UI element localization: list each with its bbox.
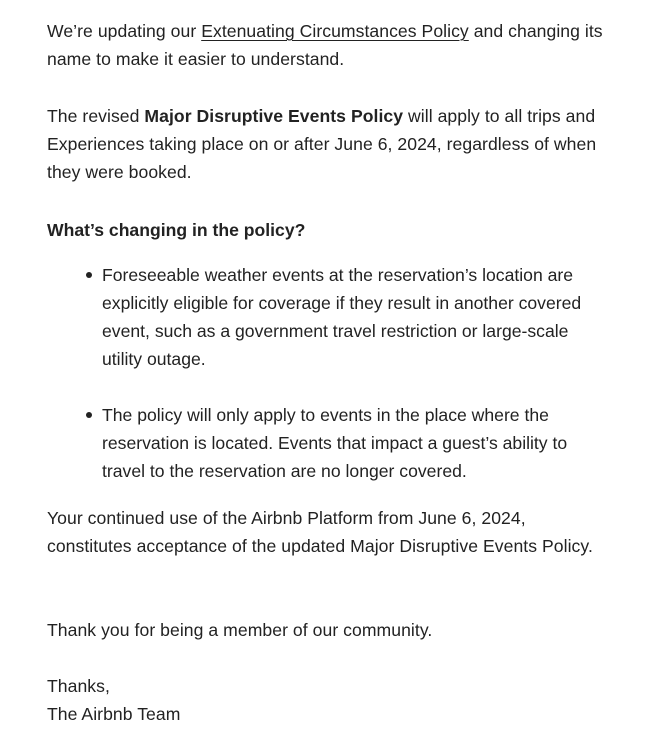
intro-text-before: We’re updating our <box>47 21 202 41</box>
revised-text-before: The revised <box>47 106 145 126</box>
list-item-text: Foreseeable weather events at the reservation’s location are explicitly eligible for coverage if they result in another covered event, such as a government travel restriction or large-scale utility outage. <box>102 265 582 369</box>
revised-text-after: will apply to all trips and Experiences taking place on or after June 6, 2024, regardless of when they were booked. <box>47 106 597 182</box>
extenuating-circumstances-policy-link[interactable]: Extenuating Circumstances Policy <box>201 21 469 41</box>
policy-name: Major Disruptive Events Policy <box>144 106 404 126</box>
list-item <box>102 401 602 485</box>
signoff-team: The Airbnb Team <box>47 704 181 724</box>
bullet-icon <box>86 412 92 418</box>
thanks-paragraph: Thank you for being a member of our community. <box>47 620 433 640</box>
acceptance-paragraph: Your continued use of the Airbnb Platform from June 6, 2024, constitutes acceptance of the updated Major Disruptive Events Policy. <box>47 508 593 556</box>
list-item-text: The policy will only apply to events in the place where the reservation is located. Events that impact a guest’s ability to travel to the reservation are no longer covered. <box>102 405 568 481</box>
bullet-icon <box>86 272 92 278</box>
list-item <box>102 261 602 373</box>
intro-paragraph <box>47 17 607 73</box>
changes-heading: What’s changing in the policy? <box>47 220 306 240</box>
revised-policy-paragraph <box>47 102 607 186</box>
signoff <box>47 672 607 728</box>
signoff-closing: Thanks, <box>47 676 110 696</box>
intro-text-after: and changing its name to make it easier to understand. <box>47 21 603 69</box>
